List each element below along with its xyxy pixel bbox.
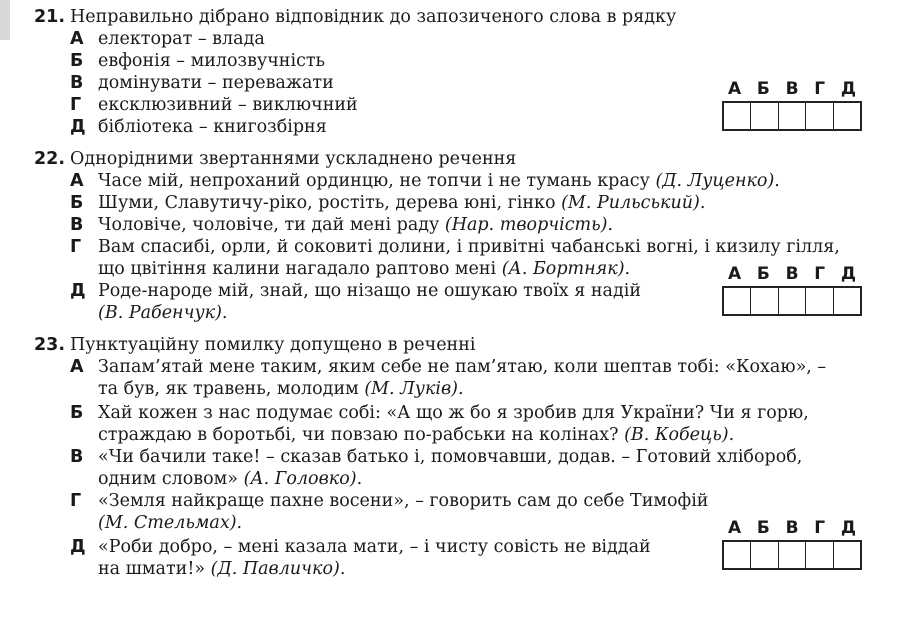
option-author: (Нар. творчість).	[444, 215, 614, 235]
option-author: (М. Луків).	[364, 379, 464, 399]
question-number: 22.	[34, 149, 66, 169]
answer-cell-a[interactable]	[724, 542, 751, 568]
option-letter: Г	[70, 95, 82, 115]
q23-option-v	[70, 446, 802, 468]
option-author: (М. Стельмах).	[98, 513, 243, 533]
answer-grid-letters	[722, 264, 862, 284]
grid-letter-d: Д	[840, 264, 856, 284]
q23-option-d-continuation	[98, 558, 345, 580]
option-letter: Д	[70, 281, 86, 301]
q23-option-a-continuation	[98, 378, 464, 400]
option-letter: Б	[70, 403, 84, 423]
answer-cell-h[interactable]	[806, 542, 833, 568]
option-letter: В	[70, 447, 84, 467]
q22-answer-grid	[722, 264, 862, 316]
grid-letter-a: А	[728, 79, 742, 99]
answer-cell-v[interactable]	[779, 103, 806, 129]
option-letter: В	[70, 73, 84, 93]
grid-letter-v: В	[785, 518, 799, 538]
option-text: ексклюзивний – виключний	[98, 95, 358, 115]
q23-option-v-continuation	[98, 468, 362, 490]
option-author: (М. Рильський).	[561, 193, 706, 213]
q21-option-a	[70, 28, 265, 50]
option-author: (Д. Павличко).	[210, 559, 346, 579]
grid-letter-d: Д	[840, 79, 856, 99]
answer-cell-h[interactable]	[806, 288, 833, 314]
q23-option-h	[70, 490, 708, 512]
option-text: що цвітіння калини нагадало раптово мені	[98, 259, 497, 279]
grid-letter-b: Б	[756, 79, 770, 99]
option-text: евфонія – милозвучність	[98, 51, 326, 71]
option-author: (А. Головко).	[243, 469, 363, 489]
q23-option-b	[70, 402, 809, 424]
q23-answer-grid	[722, 518, 862, 570]
answer-cell-d[interactable]	[834, 542, 860, 568]
option-letter: А	[70, 357, 84, 377]
option-text: «Чи бачили таке! – сказав батько і, помовчавши, додав. – Готовий хлібороб,	[98, 447, 803, 467]
answer-cells	[722, 540, 862, 570]
option-letter: Д	[70, 537, 86, 557]
option-letter: В	[70, 215, 84, 235]
q21-option-b	[70, 50, 325, 72]
grid-letter-v: В	[785, 79, 799, 99]
option-text: Шуми, Славутичу-ріко, ростіть, дерева юні, гінко	[98, 193, 556, 213]
q23-option-h-continuation	[98, 512, 242, 534]
option-letter: Б	[70, 51, 84, 71]
q22-option-a	[70, 170, 780, 192]
question-22-heading	[34, 148, 516, 170]
option-text: «Роби добро, – мені казала мати, – і чисту совість не віддай	[98, 537, 651, 557]
option-text: Чоловіче, чоловіче, ти дай мені раду	[98, 215, 440, 235]
answer-cells	[722, 286, 862, 316]
question-number: 21.	[34, 7, 66, 27]
q21-option-h	[70, 94, 358, 116]
option-letter: Б	[70, 193, 84, 213]
answer-cell-v[interactable]	[779, 542, 806, 568]
q21-option-v	[70, 72, 334, 94]
option-text: одним словом»	[98, 469, 238, 489]
q22-option-v	[70, 214, 613, 236]
option-letter: Д	[70, 117, 86, 137]
question-text: Неправильно дібрано відповідник до запозиченого слова в рядку	[70, 7, 677, 27]
question-21-heading	[34, 6, 676, 28]
q21-answer-grid	[722, 79, 862, 131]
grid-letter-d: Д	[840, 518, 856, 538]
option-author: (В. Кобець).	[624, 425, 735, 445]
question-text: Пунктуаційну помилку допущено в реченні	[70, 335, 476, 355]
q22-option-h	[70, 236, 840, 258]
option-author: (В. Рабенчук).	[98, 303, 228, 323]
option-text: на шмати!»	[98, 559, 206, 579]
option-text: Запам’ятай мене таким, яким себе не пам’ятаю, коли шептав тобі: «Кохаю», –	[98, 357, 827, 377]
option-text: Хай кожен з нас подумає собі: «А що ж бо я зробив для України? Чи я горю,	[98, 403, 809, 423]
option-text: «Земля найкраще пахне восени», – говорить сам до себе Тимофій	[98, 491, 709, 511]
grid-letter-h: Г	[814, 79, 826, 99]
option-letter: Г	[70, 237, 82, 257]
answer-cell-v[interactable]	[779, 288, 806, 314]
grid-letter-b: Б	[756, 264, 770, 284]
option-author: (Д. Луценко).	[655, 171, 780, 191]
answer-cell-b[interactable]	[751, 103, 778, 129]
option-text: страждаю в боротьбі, чи повзаю по-рабськи на колінах?	[98, 425, 619, 445]
option-text: та був, як травень, молодим	[98, 379, 359, 399]
option-author: (А. Бортняк).	[501, 259, 631, 279]
option-text: електорат – влада	[98, 29, 265, 49]
q22-option-h-continuation	[98, 258, 630, 280]
question-23-heading	[34, 334, 475, 356]
q23-option-a	[70, 356, 826, 378]
q22-option-d	[70, 280, 641, 302]
grid-letter-b: Б	[756, 518, 770, 538]
grid-letter-h: Г	[814, 264, 826, 284]
answer-cell-a[interactable]	[724, 103, 751, 129]
answer-cell-b[interactable]	[751, 288, 778, 314]
grid-letter-a: А	[728, 518, 742, 538]
q21-option-d	[70, 116, 327, 138]
option-text: Вам спасибі, орли, й соковиті долини, і привітні чабанські вогні, і кизилу гілля,	[98, 237, 840, 257]
option-text: домінувати – переважати	[98, 73, 334, 93]
option-letter: А	[70, 29, 84, 49]
option-letter: А	[70, 171, 84, 191]
option-letter: Г	[70, 491, 82, 511]
question-number: 23.	[34, 335, 66, 355]
q22-option-d-continuation	[98, 302, 227, 324]
q23-option-b-continuation	[98, 424, 734, 446]
answer-cell-d[interactable]	[834, 103, 860, 129]
grid-letter-v: В	[785, 264, 799, 284]
question-text: Однорідними звертаннями ускладнено речення	[70, 149, 517, 169]
grid-letter-a: А	[728, 264, 742, 284]
answer-cell-h[interactable]	[806, 103, 833, 129]
option-text: Роде-народе мій, знай, що нізащо не ошукаю твоїх я надій	[98, 281, 641, 301]
scan-edge	[0, 0, 10, 40]
option-text: бібліотека – книгозбірня	[98, 117, 327, 137]
option-text: Часе мій, непроханий ординцю, не топчи і не тумань красу	[98, 171, 650, 191]
answer-cell-a[interactable]	[724, 288, 751, 314]
q22-option-b	[70, 192, 705, 214]
grid-letter-h: Г	[814, 518, 826, 538]
answer-cell-d[interactable]	[834, 288, 860, 314]
answer-grid-letters	[722, 79, 862, 99]
q23-option-d	[70, 536, 651, 558]
answer-grid-letters	[722, 518, 862, 538]
answer-cells	[722, 101, 862, 131]
answer-cell-b[interactable]	[751, 542, 778, 568]
